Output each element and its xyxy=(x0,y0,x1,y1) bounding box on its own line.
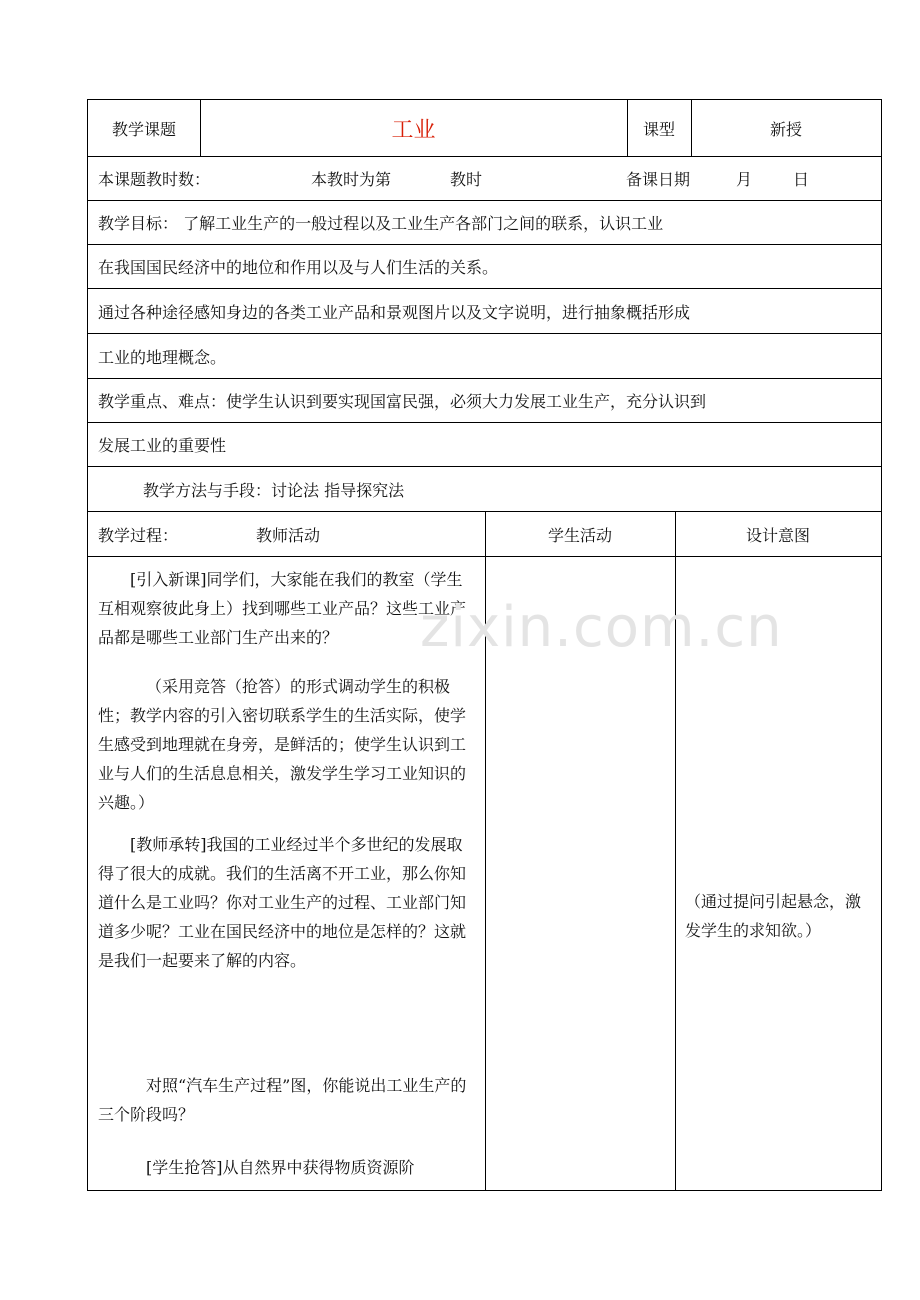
objectives-row-4 xyxy=(88,334,881,379)
objectives-line-3: 通过各种途径感知身边的各类工业产品和景观图片以及文字说明，进行抽象概括形成 xyxy=(98,302,691,322)
teacher-paragraph-2: （采用竞答（抢答）的形式调动学生的积极性；教学内容的引入密切联系学生的生活实际，使学生感受到地理就在身旁，是鲜活的；使学生认识到工业与人们的生活息息相关，激发学生学习工业知识的兴趣。） xyxy=(98,677,467,812)
objectives-line-2: 在我国国民经济中的地位和作用以及与人们生活的关系。 xyxy=(98,258,499,277)
process-label: 教学过程： xyxy=(98,525,179,545)
watermark: zixin.com.cn xyxy=(420,595,783,660)
teacher-activity-header: 教师活动 xyxy=(256,525,321,545)
objectives-row-3 xyxy=(88,289,881,334)
key-points-line-2: 发展工业的重要性 xyxy=(98,436,227,455)
design-intent-header: 设计意图 xyxy=(745,525,810,545)
objectives-row-1 xyxy=(88,201,881,245)
hour-suffix: 教时 xyxy=(450,170,483,189)
key-points-line-1: 教学重点、难点：使学生认识到要实现国富民强，必须大力发展工业生产，充分认识到 xyxy=(98,392,707,411)
type-label: 课型 xyxy=(642,119,675,139)
teacher-paragraph-5: [学生抢答]从自然界中获得物质资源阶 xyxy=(146,1158,415,1177)
day-label: 日 xyxy=(793,170,810,189)
hours-row xyxy=(88,157,881,201)
student-activity-header: 学生活动 xyxy=(547,525,612,545)
teacher-paragraph-4: 对照“汽车生产过程”图，你能说出工业生产的三个阶段吗？ xyxy=(98,1076,467,1124)
objectives-line-1: 教学目标： 了解工业生产的一般过程以及工业生产各部门之间的联系，认识工业 xyxy=(98,214,664,233)
process-header-row xyxy=(88,512,881,557)
type-value: 新授 xyxy=(769,119,802,139)
topic-label: 教学课题 xyxy=(111,119,176,139)
topic-title: 工业 xyxy=(391,117,436,143)
total-hours-label: 本课题教时数： xyxy=(98,170,211,189)
methods-row xyxy=(88,467,881,512)
objectives-row-2 xyxy=(88,245,881,289)
topic-row xyxy=(88,100,881,157)
lesson-plan-table xyxy=(87,99,882,1191)
teacher-paragraph-1: [引入新课]同学们，大家能在我们的教室（学生互相观察彼此身上）找到哪些工业产品？这些工业产品都是哪些工业部门生产出来的？ xyxy=(98,570,467,647)
key-points-row-2 xyxy=(88,423,881,467)
objectives-line-4: 工业的地理概念。 xyxy=(98,347,227,367)
teacher-paragraph-3: [教师承转]我国的工业经过半个多世纪的发展取得了很大的成就。我们的生活离不开工业，那么你知道什么是工业吗？你对工业生产的过程、工业部门知道多少呢？工业在国民经济中的地位是怎样的？这就是我们一起要来了解的内容。 xyxy=(98,835,467,970)
process-body-row xyxy=(88,557,881,1190)
current-hour-label: 本教时为第 xyxy=(311,170,392,189)
key-points-row-1 xyxy=(88,379,881,423)
design-paragraph-1: （通过提问引起悬念，激发学生的求知欲。） xyxy=(685,892,862,940)
prep-date-label: 备课日期 xyxy=(626,170,691,189)
methods-text: 教学方法与手段：讨论法 指导探究法 xyxy=(143,480,405,500)
month-label: 月 xyxy=(736,170,753,189)
